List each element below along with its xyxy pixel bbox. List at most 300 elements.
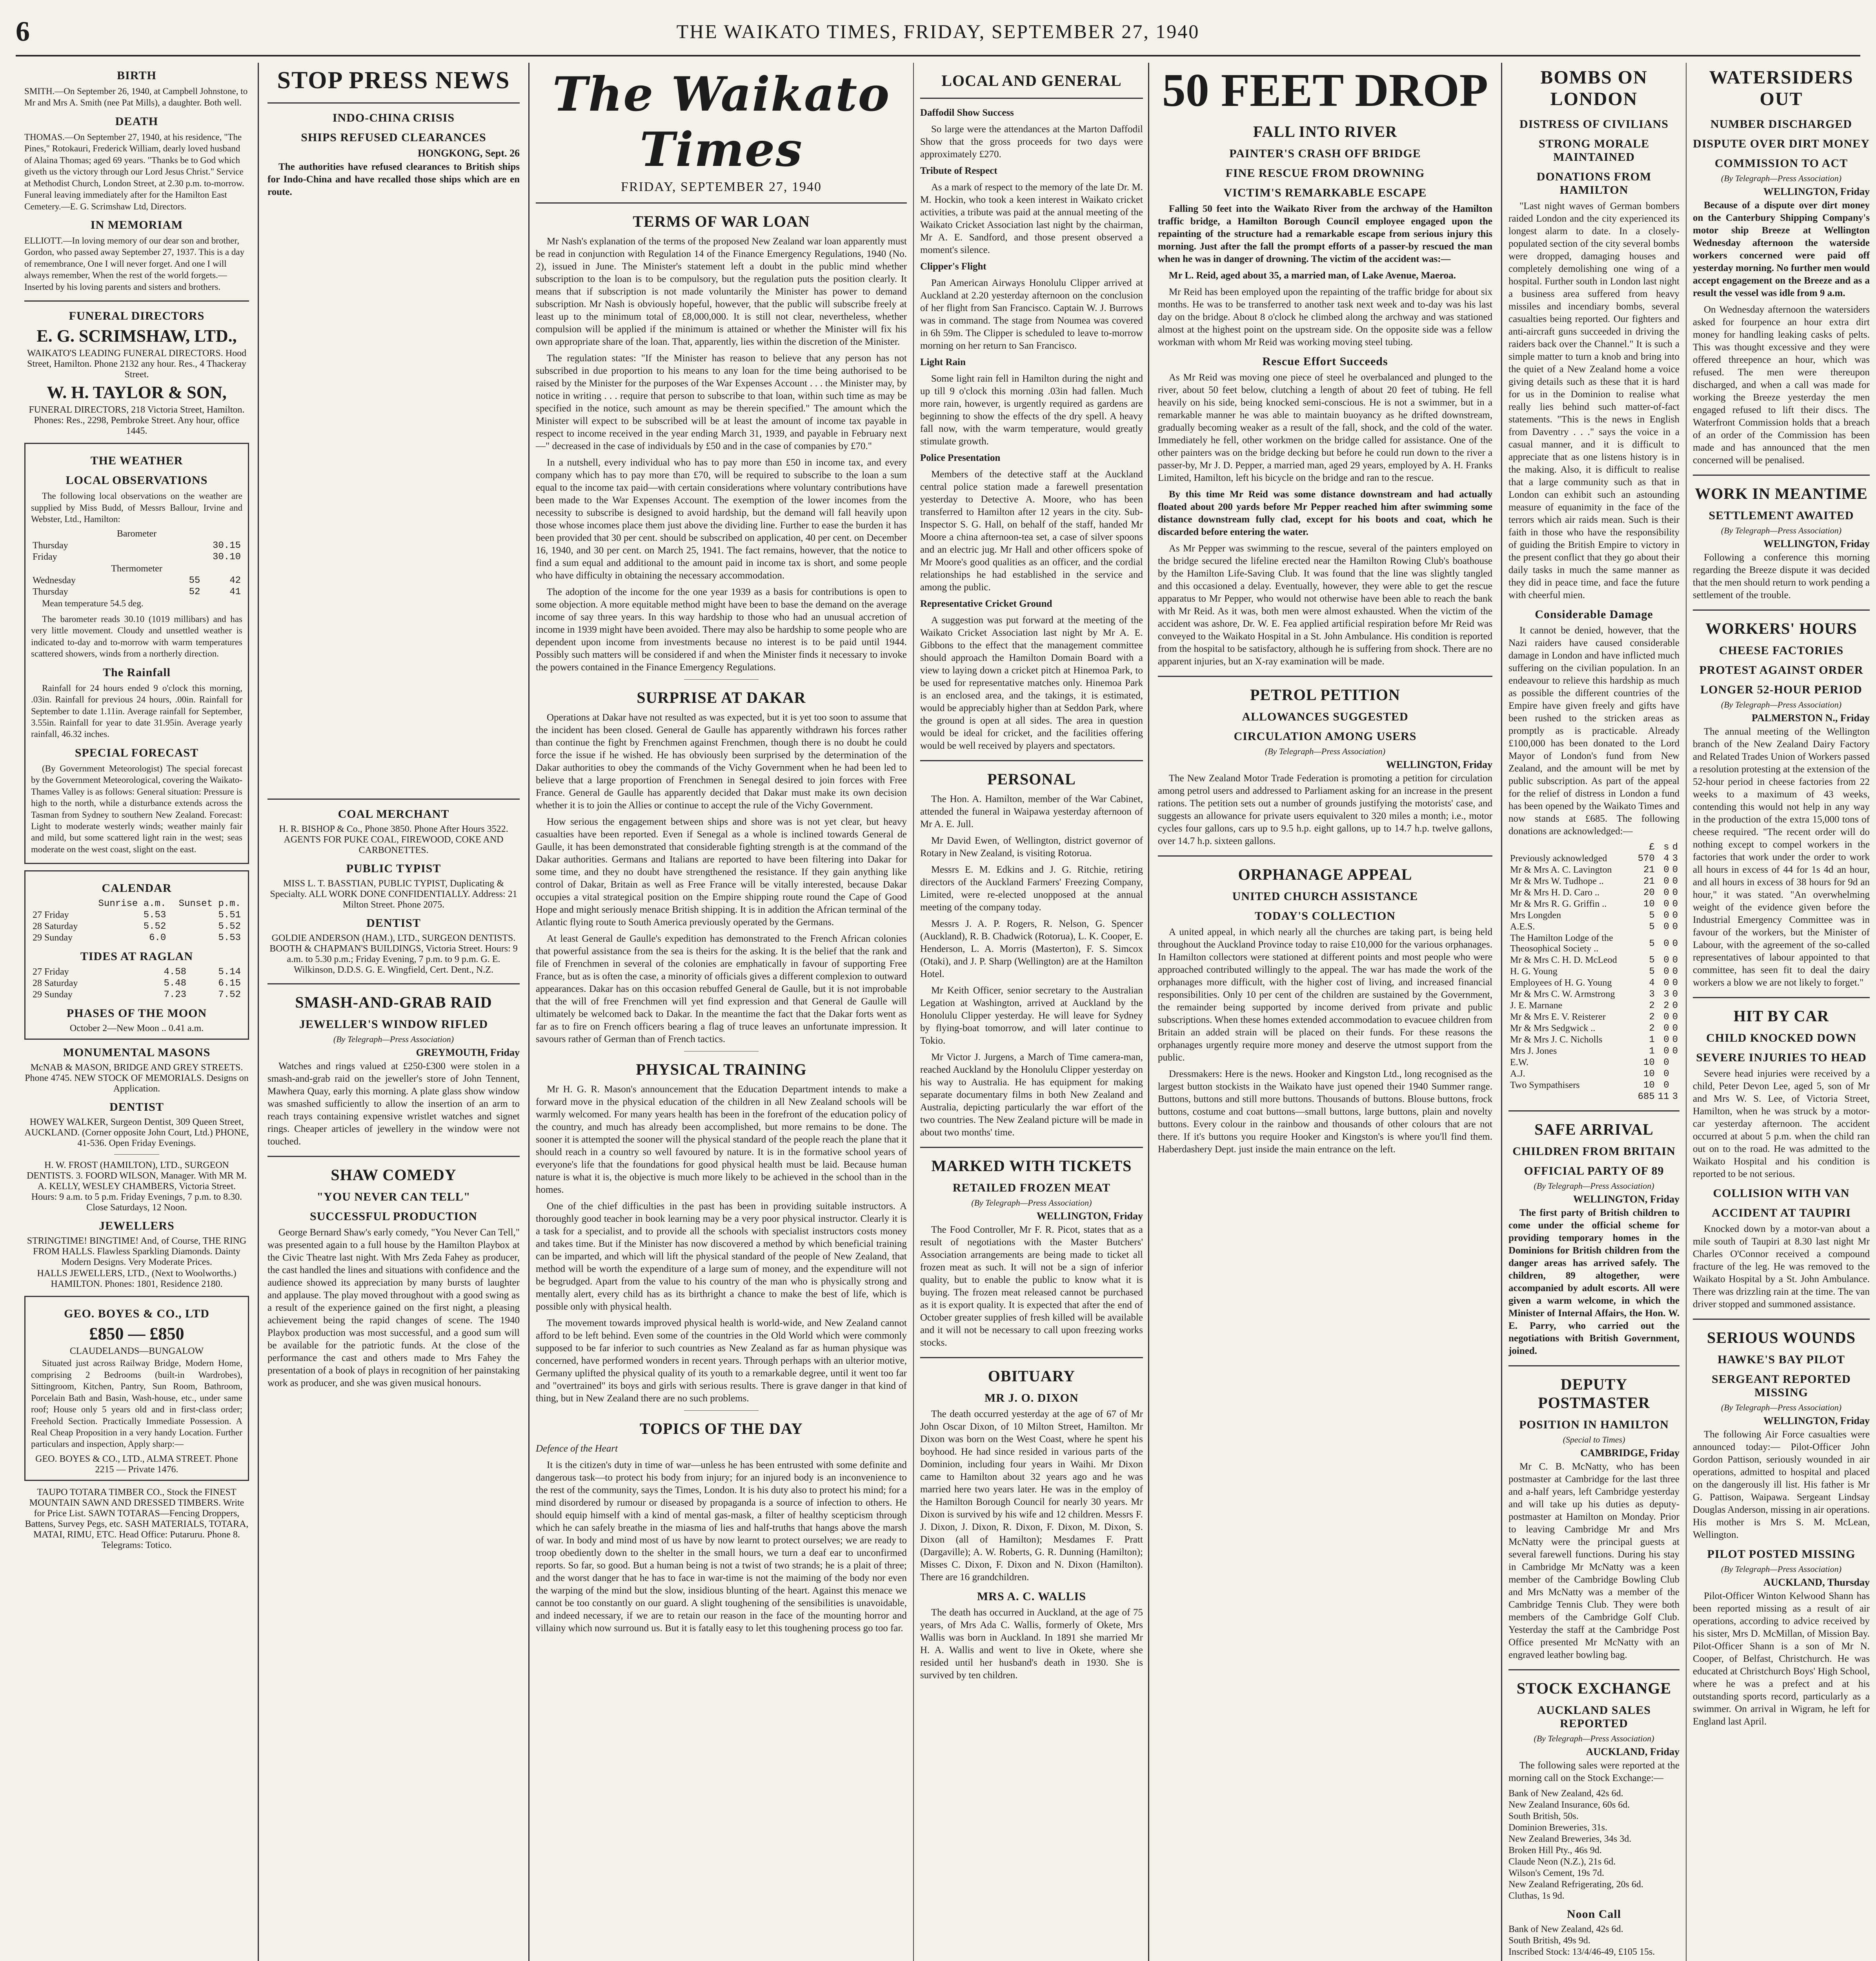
- watersiders-heading: WATERSIDERS OUT: [1709, 67, 1854, 109]
- donor-name: E.W.: [1510, 1057, 1529, 1068]
- shaw-sub: "YOU NEVER CAN TELL": [317, 1190, 471, 1203]
- shaw-sub-2: SUCCESSFUL PRODUCTION: [310, 1210, 477, 1223]
- terms-para: In a nutshell, every individual who has to pay more than £50 in income tax, and every company which has to pay more than £70, will be required to subscribe to the loan a sum equal to the income tax paid—with certain considerations where voluntary contributions have been made to the War Expenses Account. The exemption of the lower incomes from the necessity to subscribe is designed to avoid hardship, but the demand will fall heavily upon those whose incomes place them just above the dividing line. Further to ease the burden it has been provided that 30 per cent. should be subscribed on application, 40 per cent. on December 16, 1940, and 30 per cent. on March 25, 1941. The fact remains, however, that the notice to find a sum equal and additional to the amount paid in income tax is short, and some people who have difficulty in obtaining the necessary accommodation.: [536, 457, 907, 581]
- marked-text: The Food Controller, Mr F. R. Picot, states that as a result of negotiations with the Master Butchers' Association arrangements are being made to ticket all frozen meat as such. It will not be a sign of inferior quality, but to enable the public to know what it is buying. The frozen meat released cannot be purchased as it is export quality. It is expected that after the end of October greater supplies of fresh killed will be available and it will not be necessary to call upon freezing works stocks.: [920, 1224, 1143, 1348]
- personal-item: The Hon. A. Hamilton, member of the War Cabinet, attended the funeral in Waipawa yesterday afternoon of Mr A. E. Jull.: [920, 794, 1143, 830]
- petrol-text: The New Zealand Motor Trade Federation is promoting a petition for circulation among petrol users and addressed to Parliament asking for an increase in the present rations. The petition sets out a number of grounds justifying the motorists' case, and suggests an allowance for private users equivalent to 320 miles a month; i.e., motor cycles four gallons, cars up to 9.5 h.p. eight gallons, up to 14.7 h.p. twelve gallons, over 14.7 h.p. sixteen gallons.: [1158, 773, 1492, 846]
- donation-row: [1508, 966, 1679, 977]
- watersiders-text: On Wednesday afternoon the watersiders asked for fourpence an hour extra dirt money for handling leaking casks of pelts. This was thought excessive and they were offered threepence an hour, which was refused. The men were thereupon discharged, and when a call was made for working the Breeze yesterday the men engaged refused to lift their discs. The Waterfront Commission holds that a breach of an order of the Commission has been made and has announced that the men concerned will be penalised.: [1693, 304, 1870, 466]
- rescue-bold: By this time Mr Reid was some distance downstream and had actually floated about 200 yards before Mr Pepper reached him after swimming some distance downstream fully clad, except for his boots and coat, which he discarded before entering the water.: [1158, 489, 1492, 537]
- coal-heading: COAL MERCHANT: [338, 808, 449, 820]
- car-text: Severe head injuries were received by a child, Peter Devon Lee, aged 5, son of Mr and Mrs W. S. Lee, of Victoria Street, Hamilton, when he was struck by a motor-car yesterday afternoon. The accident occurred at about 5 p.m. when the child ran out on to the road. He was admitted to the Waikato Hospital and his condition is reported to be not serious.: [1693, 1068, 1870, 1179]
- stock-item: Broken Hill Pty., 46s 9d.: [1508, 1845, 1602, 1855]
- page-number: 6: [16, 15, 30, 47]
- bombs-section: [1502, 63, 1687, 1961]
- terms-heading: TERMS OF WAR LOAN: [633, 213, 810, 230]
- donation-row: [1508, 1000, 1679, 1011]
- editorial-column: [530, 63, 1149, 1961]
- thermometer-label: Thermometer: [111, 564, 162, 574]
- stock-list: [1508, 1788, 1679, 1901]
- donation-row: [1508, 1023, 1679, 1034]
- donation-amount: £: [1649, 842, 1655, 853]
- donation-amount: 0: [1672, 1023, 1678, 1034]
- masons-ad: McNAB & MASON, BRIDGE AND GREY STREETS. Phone 4745. NEW STOCK OF MEMORIALS. Designs on Application.: [25, 1062, 249, 1094]
- donation-amount: 21: [1643, 865, 1655, 875]
- funeral-firm-2: W. H. TAYLOR & SON,: [47, 383, 227, 402]
- stock-dateline: AUCKLAND, Friday: [1586, 1746, 1679, 1757]
- stock-item: Cluthas, 1s 9d.: [1508, 1891, 1565, 1901]
- wounds-dateline: WELLINGTON, Friday: [1763, 1415, 1870, 1426]
- donor-name: Mr & Mrs W. Tudhope ..: [1510, 876, 1604, 886]
- safe-text: The first party of British children to come under the official scheme for providing temporary homes in the Dominions for British children from the danger areas has arrived safely. The children, 89 altogether, were accompanied by adult escorts. All were given a warm welcome, in which the Minister of Internal Affairs, the Hon. W. E. Parry, who carried out the negotiations with British Government, joined.: [1508, 1208, 1679, 1356]
- petrol-heading: PETROL PETITION: [1250, 686, 1400, 704]
- donation-amount: 10: [1643, 1080, 1655, 1091]
- donation-row: [1508, 1011, 1679, 1023]
- pilot-text: Pilot-Officer Winton Kelwood Shann has been reported missing as a result of air operations, according to advice received by his sister, Mrs D. McMillan, of Mission Bay. Pilot-Officer Shann is a son of Mr N. Cooper, of Belfast, Christchurch. He was educated at Christchurch Boys' High School, where he was a prefect and at his outstanding sports record, particularly as a swimmer. On arrival in Wigram, he left for England last April.: [1693, 1591, 1870, 1727]
- stock-item: Wilson's Cement, 19s 7d.: [1508, 1868, 1605, 1878]
- local-item-text: Some light rain fell in Hamilton during the night and up till 9 o'clock this morning .03in had fallen. Much more rain, however, is urgently required as gardens are beginning to show the effects of the dry spell. A heavy fall now, with the warm temperature, would greatly stimulate growth.: [920, 373, 1143, 447]
- right-column: [1502, 63, 1876, 1961]
- physical-para: One of the chief difficulties in the past has been in providing suitable instructors. A thoroughly good teacher in book learning may be a very poor physical instructor. Clearly it is a task for a specialist, and to provide all the schools with specialist instructors costs money and takes time. But if the Minister has now discovered a method by which beneficial training can be imparted, and which will lift the physical standard of the people of New Zealand, that method will be worth the expenditure of a large sum of money, and the expenditure will not be begrudged. Apart from the value to his country of the man who is physically strong and mentally alert, every child has as its birthright a chance to make the best of life, which is possible only with physical health.: [536, 1201, 907, 1312]
- terms-para: Mr Nash's explanation of the terms of the proposed New Zealand war loan apparently must be read in conjunction with Regulation 14 of the Finance Emergency Regulations, 1940 (No. 2), issued in June. The Minister's statement left a doubt in the public mind whether subscription to the loan is to be compulsory, but the regulation puts the position clearly. It means that if subscription is not made voluntarily the Minister has power to demand subscription. Mr Nash is obviously hopeful, however, that the public will subscribe freely at least up to the minimum total of £8,000,000. It is still not clear, nevertheless, whether compulsion will be applied if the minimum is attained or whether the Minister will fix his own appropriate share of the loan. That, apparently, lies within the discretion of the Minister.: [536, 236, 907, 347]
- personal-heading: PERSONAL: [987, 770, 1076, 788]
- donation-row: [1508, 977, 1679, 989]
- stock-item: Claude Neon (N.Z.), 21s 6d.: [1508, 1857, 1616, 1867]
- donor-name: J. E. Marnane: [1510, 1001, 1563, 1011]
- donation-amount: 685: [1638, 1091, 1655, 1102]
- boyes-sign: GEO. BOYES & CO., LTD., ALMA STREET. Phone 2215 — Private 1476.: [35, 1453, 238, 1475]
- donation-amount: 0: [1672, 1046, 1678, 1057]
- dakar-para: At least General de Gaulle's expedition has demonstrated to the French African colonies that powerful assistance from the sea is theirs for the asking. It is the belief that the rank and file of Frenchmen in several of the colonies are emphatically in favour of supporting Free France, but as is often the case, a minority of officials gives a different complexion to outward appearances. Dakar has on this occasion rebuffed General de Gaulle, but it is not improbable that the will of free Frenchmen will yet find expression and that General de Gaulle will ultimately be welcomed back to Dakar. In the meantime the fact that the Dakar forts went as far as to fire on French officers bearing a flag of truce leaves an unfortunate impression. It savours rather of German than of French tactics.: [536, 933, 907, 1044]
- donor-name: Mr & Mrs C. H. D. McLeod: [1510, 955, 1617, 965]
- donor-name: Previously acknowledged: [1510, 853, 1607, 864]
- watersiders-dateline: WELLINGTON, Friday: [1763, 186, 1870, 197]
- dakar-para: Operations at Dakar have not resulted as was expected, but it is yet too soon to assume that the incident has been closed. General de Gaulle has apparently withdrawn his forces rather than continue the fight by Frenchmen against Frenchmen, though there is no doubt he could force the issue if he wished. He has obviously been surprised by the determination of the Dakar authorities to obey the commands of the Vichy Government when he had been led to believe that a large proportion of Frenchmen in Senegal desired to join forces with Free France. General de Gaulle has apparently decided that Dakar must make its own decision whether it is to join the Allies or continue to accept the rule of the Vichy Government.: [536, 712, 907, 811]
- terms-para: The adoption of the income for the one year 1939 as a basis for contributions is open to some objection. A more equitable method might have been to base the demand on the average income of say three years. In this way hardship to those who had an unusual accretion of income in 1939 might have been avoided. There may also be hardship to some people who are dependent upon income from investments because no interest is to be paid until 1944. Possibly such matters will be considered if and when the Minister finds it necessary to invoke the powers contained in the Finance Emergency Regulations.: [536, 587, 907, 673]
- donation-row: [1508, 887, 1679, 899]
- personal-item: Mr Keith Officer, senior secretary to the Australian Legation at Washington, arrived at Auckland by the Honolulu Clipper yesterday. He will leave for Sydney by flying-boat tomorrow, and will later continue to Tokio.: [920, 985, 1143, 1046]
- hours-text: The annual meeting of the Wellington branch of the New Zealand Dairy Factory and Related Trades Union of Workers passed a resolution protesting at the extension of the 52-hour period in cheese factories from 22 weeks to a maximum of 43 weeks, contending this would not help in any way in the production of the extra 15,000 tons of cheese required. "The recent order will do nothing except to compel workers in the factories that work under the order to work all hours in excess of 44 for 1s 4d an hour, and all hours in excess of 38 hours for 9d an hour," it was stated. "An overwhelming weight of the evidence given before the Industrial Emergency Committee was in favour of the workers, but the Minister of Labour, with the agreement of the so-called representatives of labour appointed to that committee, has seen fit to deal the dairy workers a blow we are not likely to forget.": [1693, 726, 1870, 988]
- donation-row: [1508, 853, 1679, 864]
- donation-amount: 0: [1672, 989, 1678, 1000]
- donor-name: [1508, 1091, 1636, 1102]
- local-section: [914, 63, 1149, 1961]
- donor-name: A.J.: [1510, 1069, 1525, 1079]
- rescue-heading: Rescue Effort Succeeds: [1262, 355, 1388, 368]
- forecast-label: SPECIAL FORECAST: [75, 746, 199, 759]
- watersiders-sub-1: NUMBER DISCHARGED: [1710, 118, 1852, 131]
- jewellers-heading: JEWELLERS: [99, 1219, 175, 1233]
- donation-amount: 0: [1663, 978, 1669, 988]
- donation-amount: 5: [1649, 922, 1655, 932]
- marked-credit: (By Telegraph—Press Association): [971, 1198, 1092, 1208]
- marked-sub: RETAILED FROZEN MEAT: [952, 1181, 1111, 1194]
- shaw-text: George Bernard Shaw's early comedy, "You Never Can Tell," was presented again to a full house by the Hamilton Playbox at the Civic Theatre last night. With Mrs Zeda Fahey as producer, the cast handled the lines and situations with confidence and the audience showed its appreciation by many bursts of laughter and applause. The play moved throughout with a good swing as a result of the experience gained on the first night, a pleasing achievement being the rapid changes of scene. The 1940 Playbox production was most successful, and a good sum will be available for the patriotic funds. At the close of the performance the cast and others made to Mrs Fahey the presentation of a book of plays in recognition of her painstaking work as producer, and she was given musical honours.: [267, 1227, 520, 1388]
- death-notice: THOMAS.—On September 27, 1940, at his residence, "The Pines," Rotokauri, Frederick William, dearly loved husband of Alaina Thomas; aged 69 years. "Thanks be to God which giveth us the victory through our Lord Jesus Christ." Service at Methodist Church, London Street, at 2.30 p.m. to-morrow. Funeral leaving immediately after for the Hamilton East Cemetery.—E. G. Scrimshaw Ltd, Directors.: [24, 132, 244, 211]
- stock-sub: AUCKLAND SALES REPORTED: [1537, 1704, 1651, 1730]
- donor-name: [1508, 842, 1636, 853]
- orphanage-sub-2: TODAY'S COLLECTION: [1255, 910, 1396, 922]
- petrol-dateline: WELLINGTON, Friday: [1386, 759, 1492, 770]
- donation-row: [1508, 989, 1679, 1000]
- coal-ad: H. R. BISHOP & Co., Phone 3850. Phone After Hours 3522. AGENTS FOR PUKE COAL, FIREWOOD, COKE AND CARBONETTES.: [279, 824, 508, 855]
- donation-amount: 2: [1649, 1012, 1655, 1022]
- marked-heading: MARKED WITH TICKETS: [931, 1157, 1132, 1175]
- wounds-sub-2: SERGEANT REPORTED MISSING: [1712, 1373, 1851, 1399]
- donation-amount: 1: [1649, 1046, 1655, 1057]
- fifty-body: Mr Reid has been employed upon the repainting of the traffic bridge for about six months. He was to be transferred to another task next week and to-day was his last day on the bridge. About 8 o'clock he climbed along the archway and was stationed almost at the highest point on the upstream side. On the opposite side was a fellow workman with whom Mr Reid was working moving steel tubing.: [1158, 287, 1492, 347]
- donation-row: [1508, 1046, 1679, 1057]
- donation-amount: 0: [1663, 938, 1669, 949]
- petrol-sub: ALLOWANCES SUGGESTED: [1242, 710, 1408, 723]
- topics-text: It is the citizen's duty in time of war—unless he has been entrusted with some definite and dangerous task—to protect his body from injury; for an injured body is an inconvenience to the rest of the community, says the Times, London. It is his duty also to protect his mind; for a mind disordered by rumour or diseased by propaganda is a source of infection to others. He should equip himself with a kind of mental gas-mask, a filter of healthy scepticism through which he can safely breathe in the miasma of lies and half-truths that hangs above the marsh of war. In body and mind most of us have by now learnt to protect ourselves; we are ready to troop obediently down to the shelter in the small hours, we turn a deaf ear to unconfirmed reports. So far, so good. But a human being is not a twist of two strands; he is a plait of three; and the worst danger that he has to face in war-time is not the maiming of the body nor even the warping of the mind but the slow, insidious blunting of the heart. Against this menace we cannot be too constantly on our guard. A slight toughening of the sensibilities is unavoidable, and indeed necessary, if we are to retain our reason in the face of the mounting horror and villainy which now surround us. But it is fatally easy to let this toughening process go too far.: [536, 1460, 907, 1634]
- donation-amount: 0: [1672, 955, 1678, 966]
- donation-amount: 3: [1663, 989, 1669, 1000]
- donation-amount: 0: [1663, 1012, 1669, 1022]
- editorial-section: [530, 63, 914, 1961]
- weather-notes: The barometer reads 30.10 (1019 millibars) and has very little movement. Cloudy and unsettled weather is indicated to-day and to-morrow with warm temperatures scattered showers, winds from a northerly direction.: [31, 614, 242, 659]
- pilot-heading: PILOT POSTED MISSING: [1707, 1548, 1856, 1561]
- donor-name: The Hamilton Lodge of the Theosophical Society ..: [1510, 933, 1613, 954]
- classified-column: [16, 63, 259, 1961]
- donation-row: [1508, 1034, 1679, 1046]
- dressmakers-notice: Dressmakers: Here is the news. Hooker and Kingston Ltd., long recognised as the largest button stockists in the Waikato have just opened their 1940 Summer range. Buttons, buttons and still more buttons. Thousands of buttons. Blouse buttons, frock buttons, costume and coat buttons—small buttons, large buttons, plain and novelty buttons. Every colour in the rainbow and thousands of other colours that are not there. If it's buttons you require Hooker and Kingston's is where you'll find them. Haberdashery Dept. just inside the main entrance on the left.: [1158, 1069, 1492, 1155]
- local-item-text: Pan American Airways Honolulu Clipper arrived at Auckland at 2.20 yesterday afternoon on the conclusion of her flight from San Francisco. Captain W. J. Burrows was in command. The stage from Noumea was covered in 6h 59m. The Clipper is scheduled to leave to-morrow morning on her return to San Francisco.: [920, 278, 1143, 351]
- running-title: THE WAIKATO TIMES, FRIDAY, SEPTEMBER 27, 1940: [676, 20, 1200, 42]
- dentist-ad-1: HOWEY WALKER, Surgeon Dentist, 309 Queen Street, AUCKLAND. (Corner opposite John Court, Ltd.) PHONE, 41-536. Open Friday Evenings.: [24, 1117, 249, 1149]
- donation-amount: 0: [1663, 899, 1669, 910]
- smash-text: Watches and rings valued at £250-£300 were stolen in a smash-and-grab raid on the jeweller's store of John Tennent, Mawhera Quay, early this morning. A plate glass show window was smashed sufficiently to allow the insertion of an arm to reach trays containing expensive wristlet watches and signet rings. Cheaper articles of jewellery in the window were not touched.: [267, 1061, 520, 1147]
- donations-total-row: [1508, 1091, 1679, 1102]
- hours-heading: WORKERS' HOURS: [1705, 620, 1857, 637]
- stop-press-sub-1: INDO-CHINA CRISIS: [332, 111, 455, 124]
- donor-name: Mr & Mrs Sedgwick ..: [1510, 1023, 1596, 1033]
- timber-ad: TAUPO TOTARA TIMBER CO., Stock the FINEST MOUNTAIN SAWN AND DRESSED TIMBERS. Write for Price List. SAWN TOTARAS—Fencing Droppers, Battens, Survey Pegs, etc. SASH MATERIALS, TOTARA, MATAI, RIMU, ETC. Head Office: Putaruru. Phone 8. Telegrams: Totico.: [25, 1487, 249, 1550]
- stock-intro: The following sales were reported at the morning call on the Stock Exchange:—: [1508, 1760, 1679, 1783]
- donor-name: Mr & Mrs C. W. Armstrong: [1510, 989, 1615, 999]
- personal-item: Messrs E. M. Edkins and J. G. Ritchie, retiring directors of the Auckland Farmers' Freezing Company, Limited, were re-elected unopposed at the annual meeting of the company today.: [920, 864, 1143, 913]
- obituary-text-2: The death has occurred in Auckland, at the age of 75 years, of Mrs Ada C. Wallis, formerly of Okete, Mrs Wallis was born in Auckland. In 1891 she married Mr H. A. Wallis and went to live in Okete, where she resided until her husband's death in 1930. She is survived by ten children.: [920, 1607, 1143, 1681]
- stock-item: Inscribed Stock: 13/4/46-49, £105 15s.: [1508, 1947, 1655, 1957]
- donation-amount: 0: [1672, 899, 1678, 910]
- masons-heading: MONUMENTAL MASONS: [63, 1046, 211, 1059]
- stop-press-column: [259, 63, 530, 1961]
- tides-heading: TIDES AT RAGLAN: [80, 950, 193, 963]
- bombs-sub-2: STRONG MORALE MAINTAINED: [1538, 137, 1650, 164]
- donor-name: Two Sympathisers: [1510, 1080, 1580, 1090]
- orphanage-heading: ORPHANAGE APPEAL: [1238, 866, 1412, 883]
- safe-sub-2: OFFICIAL PARTY OF 89: [1524, 1164, 1664, 1177]
- stock-item: Bank of New Zealand, 42s 6d.: [1508, 1924, 1623, 1934]
- rainfall-label: The Rainfall: [103, 666, 171, 679]
- donor-name: Mr & Mrs J. C. Nicholls: [1510, 1035, 1603, 1045]
- donation-amount: 0: [1672, 888, 1678, 898]
- stock-item: New Zealand Insurance, 60s 6d.: [1508, 1800, 1630, 1810]
- donor-name: H. G. Young: [1510, 966, 1558, 977]
- donation-amount: 0: [1672, 1001, 1678, 1011]
- donation-amount: 2: [1649, 1001, 1655, 1011]
- donation-row: [1508, 899, 1679, 910]
- donation-amount: 0: [1663, 1080, 1669, 1091]
- dakar-heading: SURPRISE AT DAKAR: [637, 689, 806, 706]
- bombs-sub-3: DONATIONS FROM HAMILTON: [1536, 170, 1652, 196]
- work-dateline: WELLINGTON, Friday: [1763, 538, 1870, 549]
- fifty-body-2: As Mr Pepper was swimming to the rescue, several of the painters employed on the bridge secured the lifeline erected near the Hamilton Rowing Club's boathouse by the Hamilton Life-Saving Club. It was found that the line was slightly tangled and this occasioned a delay. Eventually, however, they were able to get the rescue apparatus to Mr Pepper, who would not otherwise have been able to reach the bank with Mr Reid. As it was, both men were almost exhausted. When the victim of the accident was ashore, Dr. W. E. Fea applied artificial respiration before Mr Reid was conveyed to the Waikato Hospital in a St. John Ambulance. His condition is reported from the hospital to be satisfactory, although he is suffering from shock. There are no apparent injuries, but an X-ray examination will be made.: [1158, 543, 1492, 667]
- donation-row: [1508, 921, 1679, 933]
- safe-sub: CHILDREN FROM BRITAIN: [1512, 1145, 1676, 1158]
- local-item-text: So large were the attendances at the Marton Daffodil Show that the gross proceeds for two days were approximately £270.: [920, 124, 1143, 160]
- obituary-sub: MR J. O. DIXON: [984, 1392, 1079, 1404]
- nameplate: The Waikato Times: [552, 67, 890, 177]
- obituary-heading: OBITUARY: [988, 1367, 1075, 1385]
- boyes-price: £850 — £850: [89, 1324, 184, 1344]
- personal-item: Mr Victor J. Jurgens, a March of Time camera-man, reached Auckland by the Honolulu Clipper yesterday on his way to Australia. He has equipment for making separate documentary films in both New Zealand and Australia, depicting particularly the war effort of the two countries. The New Zealand picture will be made in about two months' time.: [920, 1052, 1143, 1138]
- wounds-sub: HAWKE'S BAY PILOT: [1718, 1353, 1845, 1366]
- van-heading: COLLISION WITH VAN: [1713, 1187, 1850, 1200]
- donation-amount: [1671, 1057, 1679, 1068]
- local-heading: LOCAL AND GENERAL: [941, 72, 1122, 89]
- donation-amount: 2: [1663, 1001, 1669, 1011]
- local-item-title: Police Presentation: [920, 453, 1001, 463]
- donation-amount: 0: [1663, 922, 1669, 932]
- donation-amount: 0: [1672, 922, 1678, 932]
- dentist-heading-2: DENTIST: [366, 917, 421, 930]
- donation-amount: 2: [1649, 1023, 1655, 1034]
- watersiders-section: [1687, 63, 1876, 1961]
- jeweller-ad-2: HALLS JEWELLERS, LTD., (Next to Woolworths.) HAMILTON. Phones: 1801, Residence 2180.: [37, 1268, 237, 1290]
- donation-amount: 570: [1638, 853, 1655, 864]
- donation-row: [1508, 1068, 1679, 1080]
- moon-heading: PHASES OF THE MOON: [66, 1007, 207, 1020]
- funeral-firm-2-desc: FUNERAL DIRECTORS, 218 Victoria Street, Hamilton. Phones: Res., 2298, Pembroke Street. Any hour, office 1445.: [29, 405, 245, 437]
- donation-amount: 4: [1649, 978, 1655, 988]
- donation-amount: 0: [1672, 938, 1678, 949]
- donation-amount: 5: [1649, 955, 1655, 966]
- calendar-heading: CALENDAR: [102, 882, 172, 895]
- local-item-title: Light Rain: [920, 357, 966, 367]
- donation-amount: 0: [1663, 1069, 1669, 1079]
- donor-name: Mr & Mrs A. C. Lavington: [1510, 865, 1612, 875]
- rainfall-text: Rainfall for 24 hours ended 9 o'clock this morning, .03in. Rainfall for previous 24 hours, .00in. Rainfall for September to date 1.11in. Average rainfall for September, 3.55in. Rainfall for year to date 31.95in. Average yearly rainfall, 46.32 inches.: [31, 683, 242, 739]
- orphanage-text: A united appeal, in which nearly all the churches are taking part, is being held throughout the Auckland Province today to raise £10,000 for the various orphanages. In Hamilton collectors were stationed at different points and most people who were approached contributed willingly to the appeal. The war has made the work of the orphanages more difficult, with the higher cost of living, and increased financial responsibilities. Only 10 per cent of the children are sustained by the Government, the remainder being supported by income derived from private and public subscriptions. When these homes extended accommodation to evacuee children from Britain an added strain will be placed on their funds. For these reasons the orphanages urgently require more money and deserve the utmost support from the public.: [1158, 927, 1492, 1063]
- boyes-ad: [24, 1296, 249, 1481]
- obituary-sub-2: MRS A. C. WALLIS: [977, 1590, 1086, 1603]
- noon-list: [1508, 1924, 1679, 1957]
- donation-amount: 0: [1672, 978, 1678, 988]
- hours-sub-3: LONGER 52-HOUR PERIOD: [1700, 683, 1862, 696]
- bombs-text: "Last night waves of German bombers raided London and the city experienced its longest alarm to date. In a closely-populated section of the city several bombs were dropped, damaging houses and completely demolishing one wing of a hospital. Further south in London last night a business area suffered from heavy missiles and incendiary bombs, several casualties being reported. Our fighters and anti-aircraft guns succeeded in driving the raiders back over the Channel." It is such a simple matter to turn a knob and bring into the quiet of a New Zealand home a voice giving details such as these that it is hard for us in the Dominion to realise what really lies behind such matter-of-fact statements. "This is the news in English from Daventry . . ." says the voice in a casual manner, and it is difficult to appreciate that as one listens history is in the making. Also, it is difficult to realise that a large community such as that in London can exhibit such an astounding measure of equanimity in the face of the terrors which air raids mean. Such is their faith in those who have the responsibility of guiding the British Empire to victory in the present conflict that they go about their daily tasks in much the same manner as they did in peace time, and face the future with cheerful mien.: [1508, 201, 1679, 600]
- rescue-text: As Mr Reid was moving one piece of steel he overbalanced and plunged to the river, about 50 feet below, clutching a length of about 20 feet of tubing. He fell heavily on his side, being knocked semi-conscious. He is not a swimmer, but in a remarkable manner he was able to maintain buoyancy as he drifted downstream, gradually becoming weaker as a result of the fall, shock, and the cold of the water. Immediately he fell, other workmen on the bridge called for assistance. One of the other painters was on the bridge decking but before he could run down to the river a passer-by, Mr J. D. Pepper, a married man, aged 29 years, employed by A. H. Franks Limited, Hamilton, left his bicycle on the bridge and ran to the rescue.: [1158, 372, 1492, 483]
- donation-amount: 0: [1672, 966, 1678, 977]
- topics-sub: Defence of the Heart: [536, 1443, 618, 1454]
- fifty-lead: Falling 50 feet into the Waikato River from the archway of the Hamilton traffic bridge, a Hamilton Borough Council employee engaged upon the repainting of the structure had a remarkable escape from serious injury this morning. Just after the fall the prompt efforts of a passer-by rescued the man when he was in danger of drowning. The victim of the accident was:—: [1158, 204, 1492, 264]
- donation-row: [1508, 933, 1679, 955]
- hours-sub: CHEESE FACTORIES: [1719, 644, 1844, 657]
- donor-name: Employees of H. G. Young: [1510, 978, 1612, 988]
- local-item-text: As a mark of respect to the memory of the late Dr. M. M. Hockin, who took a keen interest in Waikato cricket activities, a tribute was paid at the annual meeting of the Waikato Cricket Association last night by the chairman, Mr A. E. Sandford, and those present observed a moment's silence.: [920, 182, 1143, 255]
- smash-sub: JEWELLER'S WINDOW RIFLED: [299, 1018, 488, 1031]
- bombs-heading: BOMBS ON LONDON: [1540, 67, 1648, 109]
- donation-amount: 0: [1663, 1057, 1669, 1068]
- bombs-sub-1: DISTRESS OF CIVILIANS: [1519, 118, 1669, 131]
- stock-item: Bank of New Zealand, 42s 6d.: [1508, 1788, 1623, 1799]
- personal-item: Messrs J. A. P. Rogers, R. Nelson, G. Spencer (Auckland), R. B. Chadwick (Rotorua), L. K. Cooper, E. Henderson, L. A. Morris (Masterton), F. S. Simcox (Otaki), and J. P. Sharp (Wellington) are at the Hamilton Hotel.: [920, 919, 1143, 979]
- petrol-credit: (By Telegraph—Press Association): [1265, 746, 1386, 756]
- physical-heading: PHYSICAL TRAINING: [636, 1061, 807, 1078]
- donation-amount: s: [1663, 842, 1669, 853]
- damage-heading: Considerable Damage: [1535, 608, 1653, 621]
- donation-amount: 21: [1643, 876, 1655, 887]
- barometer-label: Barometer: [116, 529, 157, 539]
- terms-para: The regulation states: "If the Minister has reason to believe that any person has not subscribed in due proportion to his means to any loan for the time being authorised to be raised by the Minister for the purposes of the War Expenses Account . . . the Minister may, by notice in writing . . . require that person to subscribe to that loan, within such time as may be specified in the notice, such amount as may be therein specified." The amount which the Minister will expect to be subscribed will be at least the amount of income tax payable in respect to income received in the year ending March 31, 1939, and payable in February next—" decreased in the case of individuals by £50 and in the case of companies by £70.": [536, 353, 907, 451]
- calendar-box: [24, 870, 249, 1040]
- local-item-title: Representative Cricket Ground: [920, 598, 1052, 609]
- stock-heading: STOCK EXCHANGE: [1516, 1679, 1672, 1697]
- donor-name: Mr & Mrs H. D. Caro ..: [1510, 888, 1599, 898]
- donor-name: Mr & Mrs E. V. Reisterer: [1510, 1012, 1606, 1022]
- watersiders-sub-3: COMMISSION TO ACT: [1714, 157, 1848, 170]
- boyes-title: CLAUDELANDS—BUNGALOW: [69, 1346, 204, 1357]
- petrol-sub-2: CIRCULATION AMONG USERS: [1234, 730, 1417, 743]
- local-item-title: Daffodil Show Success: [920, 107, 1014, 118]
- forecast-text: (By Government Meteorologist) The special forecast by the Government Meteorological, covering the Waikato-Thames Valley is as follows: General situation: Pressure is high to the north, while a disturbance extends across the Tasman from Sydney to southern New Zealand. Forecast: Light to moderate westerly winds; weather mainly fair and mild, but some scattered light rain in the west; seas moderate on the west coast, slight on the east.: [31, 763, 242, 854]
- death-heading: DEATH: [115, 115, 158, 128]
- watersiders-lead: Because of a dispute over dirt money on the Canterbury Shipping Company's motor ship Breeze at Wellington Wednesday afternoon the waterside workers concerned were paid off yesterday morning. No further men would accept engagement on the Breeze and as a result the vessel was idle from 9 a.m.: [1693, 200, 1870, 298]
- donation-amount: 3: [1672, 1091, 1678, 1102]
- donation-amount: [1671, 1068, 1679, 1080]
- boyes-text: Situated just across Railway Bridge, Modern Home, comprising 2 Bedrooms (built-in Wardrobes), Sittingroom, Kitchen, Pantry, Sun Room, Bathroom, Porcelain Bath and Basin, Wash-house, etc., under same roof; House only 5 years old and in first-class order; Freehold Section. Practically Immediate Possession. A Real Cheap Proposition in a very handy Location. Further particulars and inspection, Apply sharp:—: [31, 1358, 242, 1449]
- deputy-heading: DEPUTY POSTMASTER: [1538, 1375, 1650, 1412]
- work-heading: WORK IN MEANTIME: [1695, 485, 1868, 502]
- watersiders-credit: (By Telegraph—Press Association): [1721, 173, 1842, 183]
- work-sub: SETTLEMENT AWAITED: [1709, 509, 1854, 522]
- donation-amount: 0: [1663, 888, 1669, 898]
- weather-intro: The following local observations on the weather are supplied by Miss Budd, of Messrs Ballour, Irvine and Webster, Ltd., Hamilton:: [31, 491, 242, 524]
- hours-credit: (By Telegraph—Press Association): [1721, 700, 1842, 709]
- donation-row: [1508, 955, 1679, 966]
- noon-heading: Noon Call: [1567, 1908, 1621, 1921]
- donation-amount: 0: [1663, 876, 1669, 887]
- local-item-text: Members of the detective staff at the Auckland central police station made a farewell presentation yesterday to Detective A. Moore, who has been transferred to Hamilton after 12 years in the city. Sub-Inspector S. G. Hall, on behalf of the staff, handed Mr Moore a china afternoon-tea set, a case of silver spoons and an electric jug. Mr Hall and other officers spoke of Mr Moore's good qualities as an officer, and the cordial relationships he had established in the service and among the public.: [920, 469, 1143, 593]
- hours-dateline: PALMERSTON N., Friday: [1752, 712, 1870, 724]
- donation-amount: 0: [1663, 865, 1669, 875]
- donations-table: [1508, 842, 1679, 1102]
- donation-amount: 3: [1672, 853, 1678, 864]
- van-text: Knocked down by a motor-van about a mile south of Taupiri at 8.30 last night Mr Charles O'Connor received a compound fracture of the leg. He was removed to the Waikato Hospital by a St. John Ambulance. There was drizzling rain at the time. The van driver stopped and summoned assistance.: [1693, 1224, 1870, 1310]
- smash-heading: SMASH-AND-GRAB RAID: [295, 993, 492, 1011]
- donation-amount: 0: [1672, 876, 1678, 887]
- thermometer-table: Wednesday 55 42 Thursday 52 41: [33, 575, 241, 598]
- donation-amount: 0: [1672, 1012, 1678, 1022]
- funeral-firm-1: E. G. SCRIMSHAW, LTD.,: [36, 326, 237, 346]
- fifty-sub-1: FALL INTO RIVER: [1253, 123, 1397, 140]
- donation-row: [1508, 1080, 1679, 1091]
- boyes-heading: GEO. BOYES & CO., LTD: [64, 1307, 209, 1321]
- physical-para: The movement towards improved physical health is world-wide, and New Zealand cannot afford to be left behind. Even some of the countries in the Old World which were commonly supposed to be far inferior to such countries as New Zealand as far as human physique was concerned, have performed wonders in recent years. Through perhaps with an ulterior motive, Germany uplifted the physical quality of its youth to a remarkable degree, until it went too far and "overtrained" its boys and girls with serious results. There is grave danger in that kind of thing, but in New Zealand there are no such problems.: [536, 1318, 907, 1404]
- running-header: [16, 8, 1860, 56]
- moon-text: October 2—New Moon .. 0.41 a.m.: [69, 1023, 204, 1034]
- donation-amount: 5: [1649, 966, 1655, 977]
- car-heading: HIT BY CAR: [1733, 1007, 1829, 1025]
- donation-amount: 10: [1643, 1057, 1655, 1068]
- local-item-title: Tribute of Respect: [920, 166, 997, 176]
- dentist-ad-3: GOLDIE ANDERSON (HAM.), LTD., SURGEON DENTISTS. BOOTH & CHAPMAN'S BUILDINGS, Victoria Street. Hours: 9 a.m. to 5.30 p.m.; Friday Evening, 7 p.m. to 9 p.m. G. E. Wilkinson, D.D.S. G. E. Wingfield, Cert. Dent., N.Z.: [269, 933, 518, 975]
- car-sub: CHILD KNOCKED DOWN: [1706, 1031, 1857, 1044]
- dentist-heading: DENTIST: [109, 1101, 164, 1114]
- editorial-date: FRIDAY, SEPTEMBER 27, 1940: [620, 180, 822, 194]
- car-sub-2: SEVERE INJURIES TO HEAD: [1696, 1051, 1867, 1064]
- deputy-credit: (Special to Times): [1563, 1435, 1625, 1444]
- safe-dateline: WELLINGTON, Friday: [1573, 1193, 1679, 1205]
- safe-credit: (By Telegraph—Press Association): [1534, 1181, 1654, 1191]
- donation-amount: 1: [1649, 1035, 1655, 1045]
- local-item-text: A suggestion was put forward at the meeting of the Waikato Cricket Association last night by Mr A. E. Gibbons to the effect that the management committee should approach the Hamilton Domain Board with a view to laying down a cricket pitch at Hinemoa Park, to be used for representative matches only. Hinemoa Park is an enclosed area, and the takings, it is estimated, would be appreciably higher than at Seddon Park, where the ground is open at all sides. The area in question would be ideal for cricket, and the facilities offering would be well received by players and spectators.: [920, 615, 1143, 751]
- birth-heading: BIRTH: [117, 69, 156, 82]
- stock-item: South British, 50s.: [1508, 1811, 1579, 1821]
- obituary-text: The death occurred yesterday at the age of 67 of Mr John Oscar Dixon, of 10 Milton Street, Hamilton. Mr Dixon was born on the West Coast, where he spent his boyhood. He had since resided in various parts of the Dominion, including four years in Waihi. Mr Dixon came to Hamilton about 32 years ago and he was married here two years later. He was in the employ of the Hamilton Borough Council for nearly 30 years. Mr Dixon is survived by his wife and 12 children. Messrs F. J. Dixon, J. Dixon, R. Dixon, F. Dixon, M. Dixon, S. Dixon (all of Hamilton); Mesdames F. Pratt (Dargaville); A. W. Roberts, G. R. Dunning (Hamilton); Misses C. Dixon, F. Dixon and N. Dixon (Hamilton). There are 16 grandchildren.: [920, 1409, 1143, 1583]
- tides-table: 27 Friday 4.58 5.14 28 Saturday 5.48 6.15 29 Sunday 7.23 7.52: [33, 967, 241, 1001]
- stock-item: South British, 49s 9d.: [1508, 1936, 1590, 1946]
- birth-notice: SMITH.—On September 26, 1940, at Campbell Johnstone, to Mr and Mrs A. Smith (nee Pat Mills), a daughter. Both well.: [24, 86, 248, 108]
- memoriam-heading: IN MEMORIAM: [90, 218, 183, 231]
- weather-heading: THE WEATHER: [90, 454, 183, 468]
- topics-heading: TOPICS OF THE DAY: [639, 1420, 803, 1437]
- donation-amount: 0: [1663, 910, 1669, 921]
- donation-amount: 0: [1663, 1035, 1669, 1045]
- memoriam-notice: ELLIOTT.—In loving memory of our dear son and brother, Gordon, who passed away September 27, 1937. This is a day of remembrance, One I will never forget. And one I will always remember, When the rest of the world forgets.—Inserted by his loving parents and sisters and brothers.: [24, 235, 245, 292]
- safe-heading: SAFE ARRIVAL: [1534, 1121, 1654, 1138]
- deputy-dateline: CAMBRIDGE, Friday: [1580, 1447, 1679, 1459]
- personal-item: Mr David Ewen, of Wellington, district governor of Rotary in New Zealand, is visiting Rotorua.: [920, 835, 1143, 859]
- work-text: Following a conference this morning regarding the Breeze dispute it was decided that the men should return to work pending a settlement of the trouble.: [1693, 552, 1870, 600]
- donation-amount: 0: [1663, 966, 1669, 977]
- fifty-sub-4: VICTIM'S REMARKABLE ESCAPE: [1223, 186, 1427, 199]
- stock-item: New Zealand Breweries, 34s 3d.: [1508, 1834, 1632, 1844]
- weather-box: [24, 443, 249, 864]
- calendar-table: Sunrise a.m. Sunset p.m. 27 Friday 5.53 5.51 28 Saturday 5.52 5.52 29 Sunday 6.0 5.53: [33, 899, 241, 944]
- donation-amount: 0: [1672, 865, 1678, 875]
- watersiders-sub-2: DISPUTE OVER DIRT MONEY: [1693, 137, 1870, 150]
- typist-ad: MISS L. T. BASSTIAN, PUBLIC TYPIST, Duplicating & Specialty. ALL WORK DONE CONFIDENTIALLY. Address: 21 Milton Street. Phone 2075.: [270, 879, 517, 910]
- donation-row: [1508, 864, 1679, 876]
- donation-amount: 10: [1643, 899, 1655, 910]
- donation-amount: d: [1672, 842, 1678, 853]
- van-sub: ACCIDENT AT TAUPIRI: [1712, 1206, 1851, 1219]
- fifty-sub-3: FINE RESCUE FROM DROWNING: [1225, 167, 1425, 180]
- stock-item: New Zealand Refrigerating, 20s 6d.: [1508, 1879, 1643, 1890]
- funeral-firm-1-desc: WAIKATO'S LEADING FUNERAL DIRECTORS. Hood Street, Hamilton. Phone 2132 any hour. Res., 4 Thackeray Street.: [27, 348, 247, 380]
- wounds-credit: (By Telegraph—Press Association): [1721, 1403, 1842, 1412]
- stop-press-sub-2: SHIPS REFUSED CLEARANCES: [301, 131, 486, 144]
- stop-press-dateline: HONGKONG, Sept. 26: [417, 147, 520, 159]
- fifty-feet-column: [1149, 63, 1502, 1961]
- deputy-text: Mr C. B. McNatty, who has been postmaster at Cambridge for the last three and a-half years, left Cambridge yesterday and will take up his duties as deputy-postmaster at Hamilton on Monday. Prior to leaving Cambridge Mr and Mrs McNatty were the principal guests at several farewell functions. During his stay in Cambridge Mr McNatty was a keen member of the Cambridge Bowling Club and Mrs McNatty was a member of the Cambridge Tennis Club. They were both members of the Cambridge Golf Club. Yesterday the staff at the Cambridge Post Office presented Mr McNatty with an engraved leather bowling bag.: [1508, 1461, 1679, 1660]
- donation-amount: 5: [1649, 910, 1655, 921]
- donation-amount: 0: [1672, 910, 1678, 921]
- donation-amount: 11: [1658, 1091, 1669, 1102]
- fifty-sub-2: PAINTER'S CRASH OFF BRIDGE: [1229, 147, 1421, 160]
- donor-name: Mrs J. Jones: [1510, 1046, 1557, 1056]
- donation-amount: 10: [1643, 1069, 1655, 1079]
- donation-amount: 0: [1663, 955, 1669, 966]
- donation-amount: [1671, 1080, 1679, 1091]
- donor-name: Mrs Longden: [1510, 910, 1561, 920]
- deputy-sub: POSITION IN HAMILTON: [1519, 1418, 1669, 1431]
- donation-row: [1508, 1057, 1679, 1068]
- smash-dateline: GREYMOUTH, Friday: [416, 1047, 520, 1058]
- pilot-dateline: AUCKLAND, Thursday: [1763, 1577, 1870, 1588]
- hours-sub-2: PROTEST AGAINST ORDER: [1699, 664, 1863, 677]
